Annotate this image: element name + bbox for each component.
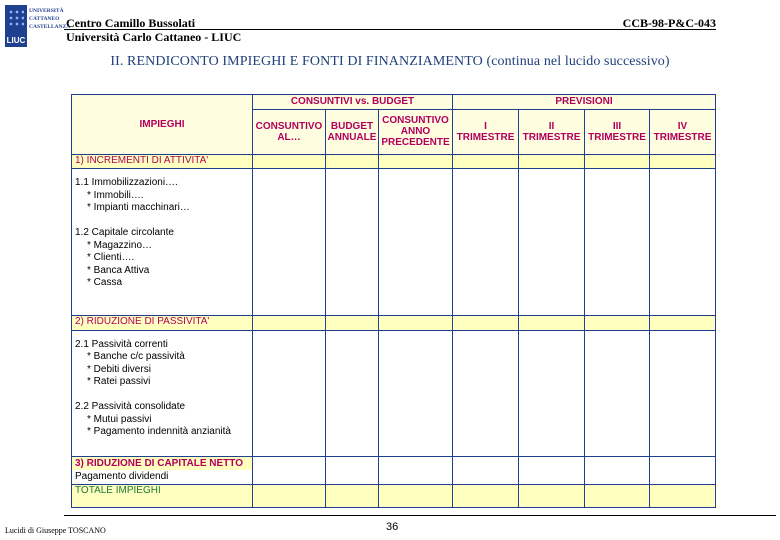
group-header-consuntivi: CONSUNTIVI vs. BUDGET — [253, 95, 453, 110]
list-item: * Impianti macchinari… — [87, 202, 190, 214]
section-riduzione-capitale-title: 3) RIDUZIONE DI CAPITALE NETTO — [72, 457, 252, 470]
section-riduzione-passivita: 2) RIDUZIONE DI PASSIVITA' — [72, 316, 253, 331]
logo-mark-text: LIUC — [6, 36, 26, 45]
list-item: * Pagamento indennità anzianità — [87, 426, 231, 438]
list-item: * Debiti diversi — [87, 363, 151, 375]
footer-rule — [64, 515, 776, 516]
list-item: * Banca Attiva — [87, 264, 150, 276]
col-header-q4: IV TRIMESTRE — [650, 109, 716, 154]
list-item: * Immobili…. — [87, 189, 144, 201]
incrementi-attivita-items — [72, 169, 253, 316]
logo-text: UNIVERSITÀ CATTANEO CASTELLANZA — [29, 8, 71, 30]
col-header-consuntivo-anno: CONSUNTIVO ANNO PRECEDENTE — [379, 109, 453, 154]
list-item: 2.1 Passività correnti — [75, 338, 168, 350]
section-incrementi-attivita: 1) INCREMENTI DI ATTIVITA' — [72, 154, 253, 169]
page-number: 36 — [386, 521, 399, 533]
university-name: Università Carlo Cattaneo - LIUC — [66, 30, 242, 44]
org-name: Centro Camillo Bussolati — [66, 16, 196, 30]
liuc-logo — [3, 3, 71, 49]
col-header-q2: II TRIMESTRE — [519, 109, 585, 154]
list-item: * Banche c/c passività — [87, 351, 185, 363]
header-rule — [64, 29, 716, 30]
pagamento-dividendi: Pagamento dividendi — [75, 470, 169, 482]
list-item — [75, 215, 252, 228]
list-item: 1.2 Capitale circolante — [75, 227, 174, 239]
list-item: 2.2 Passività consolidate — [75, 401, 186, 413]
list-item: * Magazzino… — [87, 239, 153, 251]
group-header-previsioni: PREVISIONI — [453, 95, 716, 110]
document-code: CCB-98-P&C-043 — [622, 16, 716, 30]
list-item — [75, 389, 252, 402]
list-item: * Cassa — [87, 277, 123, 289]
col-header-q3: III TRIMESTRE — [585, 109, 650, 154]
riduzione-passivita-items — [72, 330, 253, 456]
list-item: 1.1 Immobilizzazioni…. — [75, 177, 178, 189]
col-header-q1: I TRIMESTRE — [453, 109, 519, 154]
list-item: * Mutui passivi — [87, 413, 152, 425]
author-credit: Lucidi di Giuseppe TOSCANO — [5, 526, 106, 535]
list-item: * Clienti…. — [87, 252, 135, 264]
totale-impieghi: TOTALE IMPIEGHI — [72, 484, 253, 507]
col-header-impieghi: IMPIEGHI — [72, 95, 253, 155]
section-riduzione-capitale-netto — [72, 456, 253, 484]
slide-title: II. RENDICONTO IMPIEGHI E FONTI DI FINANZIAMENTO (continua nel lucido successivo) — [110, 54, 670, 69]
list-item: * Ratei passivi — [87, 376, 151, 388]
logo-mark — [5, 5, 27, 47]
col-header-consuntivo-al: CONSUNTIVO AL… — [253, 109, 326, 154]
col-header-budget: BUDGET ANNUALE — [326, 109, 379, 154]
impieghi-table — [71, 94, 716, 508]
